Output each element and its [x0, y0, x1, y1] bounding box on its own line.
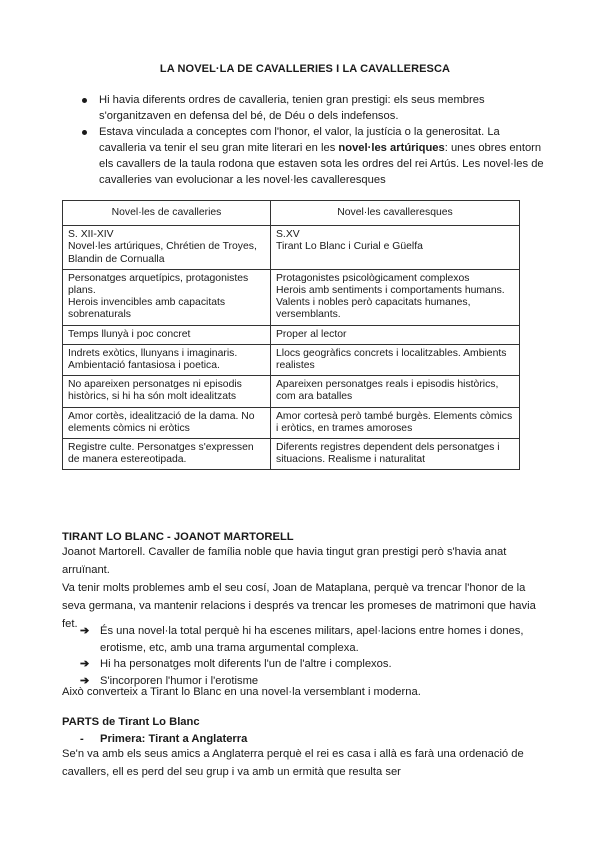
- tirant-arrow-list: [62, 623, 548, 689]
- bullet-text-before: Estava vinculada a conceptes com l'honor, el valor, la justícia o la generositat. La cavalleria va tenir el seu gran mite literari en les: [99, 126, 500, 154]
- table-cell-line: Proper al lector: [276, 328, 347, 340]
- table-row: [63, 376, 520, 407]
- comparison-table: [62, 200, 520, 470]
- table-header-row: [63, 201, 520, 226]
- table-cell-line: Registre culte. Personatges s'expressen de manera estereotipada.: [68, 442, 254, 466]
- table-cell-line: Protagonistes psicològicament complexos: [276, 272, 470, 284]
- table-cell-cavalleries: [63, 269, 271, 325]
- tirant-paragraph-3: Això converteix a Tirant lo Blanc en una novel·la versemblant i moderna.: [62, 686, 421, 698]
- arrow-list-item: [62, 656, 548, 673]
- table-cell-line: Indrets exòtics, llunyans i imaginaris. Ambientació fantasiosa i poetica.: [68, 347, 238, 372]
- arrow-right-icon: ➔: [80, 625, 90, 637]
- table-cell-line: No apareixen personatges ni episodis històrics, si hi ha són molt idealitzats: [68, 379, 242, 403]
- table-cell-cavalleries: [63, 439, 271, 470]
- arrow-item-text: És una novel·la total perquè hi ha escenes militars, apel·lacions entre homes i dones, erotisme, etc, amb una trama argumental complexa.: [100, 625, 524, 654]
- table-cell-cavalleresques: [271, 325, 520, 344]
- table-cell-line: Temps llunyà i poc concret: [68, 328, 191, 340]
- table-cell-line: Llocs geogràfics concrets i localitzables. Ambients realistes: [276, 347, 507, 372]
- parts-item-label: Primera: Tirant a Anglaterra: [100, 733, 248, 745]
- table-cell-cavalleresques: [271, 226, 520, 270]
- table-header-cavalleresques: Novel·les cavalleresques: [271, 201, 520, 226]
- table-row: [63, 325, 520, 344]
- table-cell-line: Novel·les artúriques, Chrétien de Troyes, Blandin de Cornualla: [68, 241, 257, 265]
- bullet-text-after: : unes obres entorn els cavallers de la taula rodona que estaven sota les ordres del rei Artús. Les novel·les de cavalleries van evolucionar a les novel·les cavalleresques: [99, 142, 544, 186]
- table-cell-cavalleresques: [271, 344, 520, 375]
- parts-item-primera: [62, 733, 247, 745]
- table-cell-cavalleries: [63, 376, 271, 407]
- arrow-list-item: [62, 623, 548, 656]
- table-cell-line: Amor cortès, idealització de la dama. No elements còmics ni eròtics: [68, 410, 255, 434]
- table-body: [63, 226, 520, 470]
- table-cell-line: Herois amb sentiments i comportaments humans. Valents i nobles però capacitats humanes, versemblants.: [276, 285, 505, 321]
- table-cell-line: S.XV: [276, 229, 300, 241]
- arrow-right-icon: ➔: [80, 658, 90, 670]
- bullet-item: [62, 124, 548, 188]
- table-cell-line: Amor cortesà però també burgès. Elements còmics i eròtics, en trames amoroses: [276, 410, 513, 434]
- bullet-text: Hi havia diferents ordres de cavalleria, tenien gran prestigi: els seus membres s'organitzaven en defensa del bé, de Déu o dels indefensos.: [99, 94, 485, 122]
- table-cell-cavalleries: [63, 344, 271, 375]
- table-cell-cavalleries: [63, 407, 271, 438]
- table-cell-cavalleresques: [271, 439, 520, 470]
- table-cell-line: S. XII-XIV: [68, 229, 114, 241]
- table-cell-line: Herois invencibles amb capacitats sobrenaturals: [68, 297, 226, 321]
- arrow-item-text: Hi ha personatges molt diferents l'un de l'altre i complexos.: [100, 658, 392, 670]
- table-header-cavalleries: Novel·les de cavalleries: [63, 201, 271, 226]
- table-row: [63, 407, 520, 438]
- table-cell-cavalleries: [63, 325, 271, 344]
- table-cell-cavalleresques: [271, 376, 520, 407]
- arrow-right-icon: ➔: [80, 674, 90, 687]
- bullet-dot-icon: [82, 98, 87, 103]
- parts-heading: PARTS de Tirant Lo Blanc: [62, 716, 200, 728]
- bullet-item: [62, 92, 548, 124]
- table-row: [63, 226, 520, 270]
- table-cell-line: Diferents registres dependent dels personatges i situacions. Realisme i naturalitat: [276, 442, 500, 466]
- table-row: [63, 269, 520, 325]
- bullet-dot-icon: [82, 130, 87, 135]
- parts-paragraph-1: Se'n va amb els seus amics a Anglaterra perquè el rei es casa i allà es farà una ordenació de cavallers, ell es perd del seu grup i va amb un ermità que resulta ser: [62, 748, 524, 778]
- document-title: LA NOVEL·LA DE CAVALLERIES I LA CAVALLERESCA: [159, 63, 451, 75]
- bullet-bold-term: novel·les artúriques: [338, 142, 445, 154]
- tirant-paragraph-1: Joanot Martorell. Cavaller de família noble que havia tingut gran prestigi però s'havia anat arruïnant.: [62, 546, 507, 576]
- table-cell-cavalleries: [63, 226, 271, 270]
- table-cell-line: Personatges arquetípics, protagonistes plans.: [68, 272, 249, 297]
- table-cell-line: Tirant Lo Blanc i Curial e Güelfa: [276, 241, 423, 253]
- table-cell-line: Apareixen personatges reals i episodis històrics, com ara batalles: [276, 379, 499, 403]
- table-row: [63, 344, 520, 375]
- dash-bullet: -: [80, 733, 84, 745]
- tirant-paragraph-2: Va tenir molts problemes amb el seu cosí, Joan de Mataplana, perquè va trencar l'honor de la seva germana, va mantenir relacions i després va trencar les promeses de matrimoni que havia fet.: [62, 582, 536, 630]
- tirant-heading: TIRANT LO BLANC - JOANOT MARTORELL: [62, 531, 294, 543]
- arrow-item-text: S'incorporen l'humor i l'erotisme: [100, 674, 259, 687]
- table-cell-cavalleresques: [271, 407, 520, 438]
- table-cell-cavalleresques: [271, 269, 520, 325]
- intro-bullet-list: [62, 92, 548, 188]
- table-row: [63, 439, 520, 470]
